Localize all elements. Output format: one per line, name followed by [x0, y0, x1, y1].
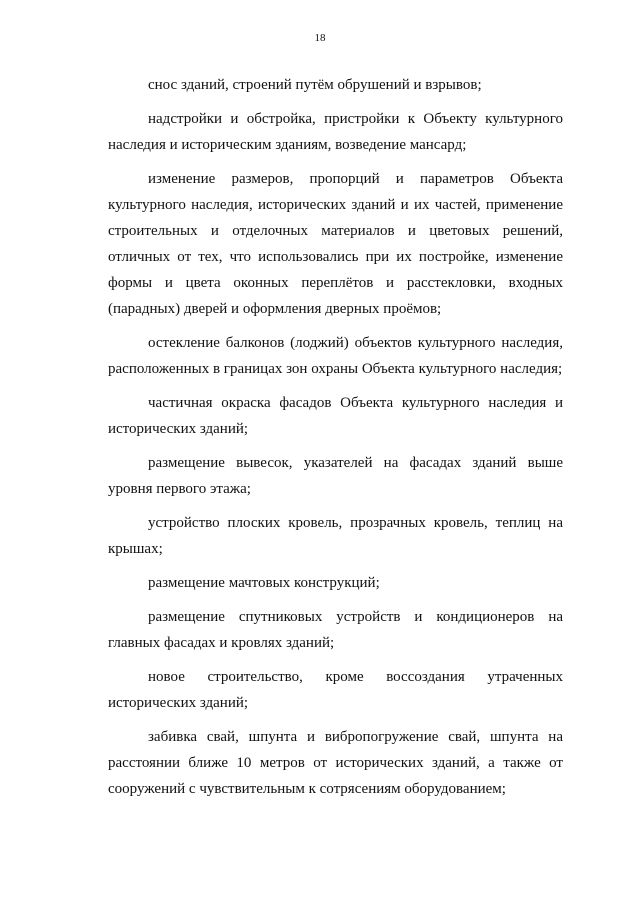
paragraph-pile-driving: забивка свай, шпунта и вибропогружение свай, шпунта на расстоянии ближе 10 метров от исторических зданий, а также от сооружений с чувствительным к сотрясениям оборудованием; — [108, 729, 563, 797]
paragraph-new-construction: новое строительство, кроме воссоздания утраченных исторических зданий; — [108, 669, 563, 711]
paragraph-balcony-glazing: остекление балконов (лоджий) объектов культурного наследия, расположенных в границах зон охраны Объекта культурного наследия; — [108, 335, 563, 377]
paragraph-changing-dimensions: изменение размеров, пропорций и параметров Объекта культурного наследия, исторических зданий и их частей, применение строительных и отделочных материалов и цветовых решений, отличных от тех, что использовались при их постройке, изменение формы и цвета оконных переплётов и расстекловки, входных (парадных) дверей и оформления дверных проёмов; — [108, 171, 563, 317]
paragraph-signage: размещение вывесок, указателей на фасадах зданий выше уровня первого этажа; — [108, 455, 563, 497]
page-number: 18 — [314, 32, 326, 44]
paragraph-demolition: снос зданий, строений путём обрушений и взрывов; — [148, 77, 482, 93]
paragraph-roofs: устройство плоских кровель, прозрачных кровель, теплиц на крышах; — [108, 515, 563, 557]
paragraph-partial-painting: частичная окраска фасадов Объекта культурного наследия и исторических зданий; — [108, 395, 563, 437]
paragraph-mast-structures: размещение мачтовых конструкций; — [148, 575, 380, 591]
paragraph-satellite-devices: размещение спутниковых устройств и кондиционеров на главных фасадах и кровлях зданий; — [108, 609, 563, 651]
document-body — [108, 72, 563, 810]
paragraph-superstructures: надстройки и обстройка, пристройки к Объекту культурного наследия и историческим зданиям, возведение мансард; — [108, 111, 563, 153]
